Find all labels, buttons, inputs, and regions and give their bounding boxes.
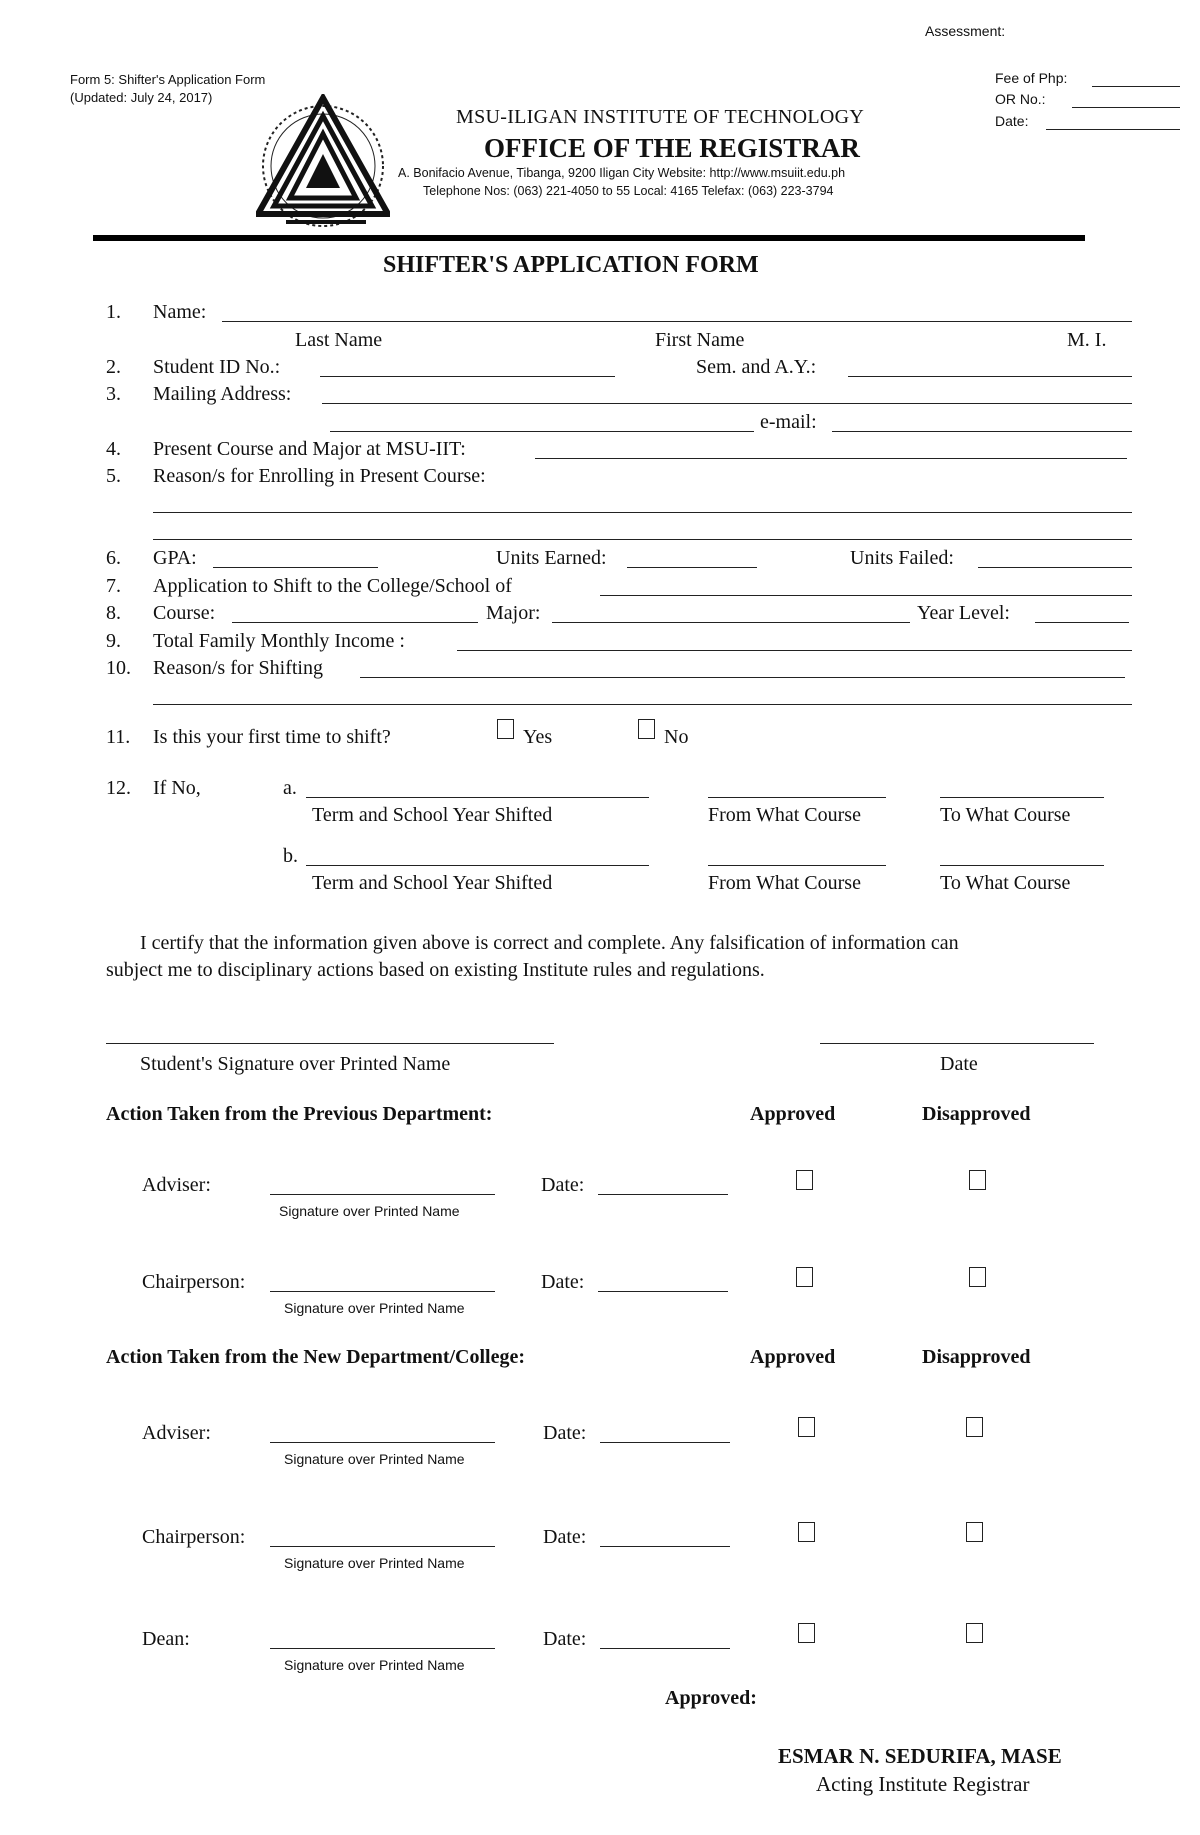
row-b-from-field[interactable]: [708, 865, 886, 866]
new-adviser-approved-checkbox[interactable]: [798, 1417, 815, 1437]
new-chair-date-label: Date:: [543, 1526, 587, 1548]
gpa-label: GPA:: [153, 547, 197, 569]
msu-iit-seal-logo: [256, 94, 390, 234]
prev-disapproved-heading: Disapproved: [922, 1103, 1031, 1125]
prev-adviser-signature-field[interactable]: [270, 1194, 495, 1195]
units-earned-field[interactable]: [627, 567, 757, 568]
sem-ay-field[interactable]: [848, 376, 1132, 377]
dean-label: Dean:: [142, 1628, 190, 1650]
fee-label: [995, 70, 1067, 86]
reason-shift-field-2[interactable]: [153, 704, 1132, 705]
new-chair-sig-caption: Signature over Printed Name: [284, 1555, 465, 1571]
units-earned-label: Units Earned:: [496, 547, 607, 569]
fee-date-field[interactable]: [1046, 129, 1180, 130]
units-failed-label: Units Failed:: [850, 547, 954, 569]
dean-date-label: Date:: [543, 1628, 587, 1650]
income-field[interactable]: [457, 650, 1132, 651]
mailing-address-field-1[interactable]: [322, 403, 1132, 404]
item-number-7: 7.: [106, 575, 121, 597]
new-chair-approved-checkbox[interactable]: [798, 1522, 815, 1542]
final-approved-label: Approved:: [665, 1687, 757, 1709]
dean-disapproved-checkbox[interactable]: [966, 1623, 983, 1643]
prev-approved-heading: Approved: [750, 1103, 836, 1125]
new-chair-disapproved-checkbox[interactable]: [966, 1522, 983, 1542]
item-number-10: 10.: [106, 657, 131, 679]
item-number-4: 4.: [106, 438, 121, 460]
name-label: Name:: [153, 301, 207, 323]
mailing-address-label: Mailing Address:: [153, 383, 292, 405]
dean-date-field[interactable]: [600, 1648, 730, 1649]
new-adviser-label: Adviser:: [142, 1422, 211, 1444]
new-approved-heading: Approved: [750, 1346, 836, 1368]
if-no-label: If No,: [153, 777, 201, 799]
row-a-to-field[interactable]: [940, 797, 1104, 798]
no-checkbox[interactable]: [638, 719, 655, 739]
prev-adviser-approved-checkbox[interactable]: [796, 1170, 813, 1190]
student-id-field[interactable]: [320, 376, 615, 377]
row-b-to-caption: To What Course: [940, 872, 1071, 894]
row-b-to-field[interactable]: [940, 865, 1104, 866]
assessment-label: Assessment:: [925, 23, 1006, 39]
row-b-term-caption: Term and School Year Shifted: [312, 872, 553, 894]
office-phones: Telephone Nos: (063) 221-4050 to 55 Local: 4165 Telefax: (063) 223-3794: [423, 184, 834, 198]
item-number-6: 6.: [106, 547, 121, 569]
income-label: Total Family Monthly Income :: [153, 630, 405, 652]
app-shift-field[interactable]: [600, 595, 1132, 596]
name-field[interactable]: [222, 321, 1132, 322]
course-label: Course:: [153, 602, 216, 624]
student-signature-field[interactable]: [106, 1043, 554, 1044]
fee-field[interactable]: [1092, 86, 1180, 87]
prev-adviser-label: Adviser:: [142, 1174, 211, 1196]
units-failed-field[interactable]: [978, 567, 1132, 568]
dean-approved-checkbox[interactable]: [798, 1623, 815, 1643]
registrar-position: Acting Institute Registrar: [816, 1772, 1030, 1796]
or-field[interactable]: [1072, 107, 1180, 108]
gpa-field[interactable]: [213, 567, 378, 568]
certify-line-1: I certify that the information given above is correct and complete. Any falsification of information can: [140, 932, 959, 954]
reason-shift-label: Reason/s for Shifting: [153, 657, 323, 679]
new-adviser-disapproved-checkbox[interactable]: [966, 1417, 983, 1437]
yes-checkbox[interactable]: [497, 719, 514, 739]
form-title: SHIFTER'S APPLICATION FORM: [383, 252, 759, 278]
reason-present-label: Reason/s for Enrolling in Present Course:: [153, 465, 486, 487]
header-divider: [93, 235, 1085, 241]
new-adviser-sig-caption: Signature over Printed Name: [284, 1451, 465, 1467]
year-level-field[interactable]: [1035, 622, 1129, 623]
new-dept-heading: Action Taken from the New Department/College:: [106, 1346, 526, 1368]
item-number-11: 11.: [106, 726, 131, 748]
prev-chair-approved-checkbox[interactable]: [796, 1267, 813, 1287]
prev-dept-heading: Action Taken from the Previous Department:: [106, 1103, 493, 1125]
email-field[interactable]: [832, 431, 1132, 432]
reason-shift-field-1[interactable]: [360, 677, 1125, 678]
student-date-caption: Date: [940, 1053, 978, 1075]
item-number-9: 9.: [106, 630, 121, 652]
sem-ay-label: Sem. and A.Y.:: [696, 356, 817, 378]
row-a-from-caption: From What Course: [708, 804, 861, 826]
reason-present-field-1[interactable]: [153, 512, 1132, 513]
first-name-caption: First Name: [655, 329, 745, 351]
mi-caption: M. I.: [1067, 329, 1107, 351]
row-b-from-caption: From What Course: [708, 872, 861, 894]
new-adviser-signature-field[interactable]: [270, 1442, 495, 1443]
major-field[interactable]: [552, 622, 910, 623]
new-adviser-date-label: Date:: [543, 1422, 587, 1444]
row-a-term-field[interactable]: [306, 797, 649, 798]
form-updated: (Updated: July 24, 2017): [70, 90, 213, 105]
office-address: A. Bonifacio Avenue, Tibanga, 9200 Iligan City Website: http://www.msuiit.edu.ph: [398, 166, 846, 180]
office-name: OFFICE OF THE REGISTRAR: [484, 133, 860, 163]
row-b-term-field[interactable]: [306, 865, 649, 866]
row-a-term-caption: Term and School Year Shifted: [312, 804, 553, 826]
no-label: No: [664, 726, 689, 748]
or-label: OR No.:: [995, 91, 1046, 107]
course-field[interactable]: [232, 622, 478, 623]
item-number-8: 8.: [106, 602, 121, 624]
prev-adviser-disapproved-checkbox[interactable]: [969, 1170, 986, 1190]
prev-chair-label: Chairperson:: [142, 1271, 246, 1293]
row-a-from-field[interactable]: [708, 797, 886, 798]
prev-adviser-sig-caption: Signature over Printed Name: [279, 1203, 460, 1219]
present-course-label: Present Course and Major at MSU-IIT:: [153, 438, 466, 460]
student-signature-caption: Student's Signature over Printed Name: [140, 1053, 451, 1075]
row-a-label: a.: [283, 777, 297, 799]
item-number-2: 2.: [106, 356, 121, 378]
new-adviser-date-field[interactable]: [600, 1442, 730, 1443]
fee-label-text: Fee of Php:: [995, 70, 1068, 86]
dean-sig-caption: Signature over Printed Name: [284, 1657, 465, 1673]
student-date-field[interactable]: [820, 1043, 1094, 1044]
last-name-caption: Last Name: [295, 329, 383, 351]
present-course-field[interactable]: [535, 458, 1127, 459]
prev-chair-date-field[interactable]: [598, 1291, 728, 1292]
first-time-label: Is this your first time to shift?: [153, 726, 391, 748]
dean-signature-field[interactable]: [270, 1648, 495, 1649]
student-id-label: Student ID No.:: [153, 356, 281, 378]
item-number-12: 12.: [106, 777, 131, 799]
major-label: Major:: [486, 602, 541, 624]
yes-label: Yes: [523, 726, 553, 748]
prev-adviser-date-field[interactable]: [598, 1194, 728, 1195]
new-chair-label: Chairperson:: [142, 1526, 246, 1548]
new-chair-signature-field[interactable]: [270, 1546, 495, 1547]
email-label: e-mail:: [760, 411, 817, 433]
form-code: Form 5: Shifter's Application Form: [70, 72, 266, 87]
item-number-3: 3.: [106, 383, 121, 405]
item-number-1: 1.: [106, 301, 121, 323]
fee-date-label: Date:: [995, 113, 1029, 129]
year-level-label: Year Level:: [917, 602, 1010, 624]
prev-adviser-date-label: Date:: [541, 1174, 585, 1196]
prev-chair-sig-caption: Signature over Printed Name: [284, 1300, 465, 1316]
prev-chair-disapproved-checkbox[interactable]: [969, 1267, 986, 1287]
app-shift-label: Application to Shift to the College/School of: [153, 575, 512, 597]
prev-chair-signature-field[interactable]: [270, 1291, 495, 1292]
registrar-name: ESMAR N. SEDURIFA, MASE: [778, 1744, 1062, 1768]
new-chair-date-field[interactable]: [600, 1546, 730, 1547]
row-b-label: b.: [283, 845, 298, 867]
mailing-address-field-2[interactable]: [330, 431, 754, 432]
prev-chair-date-label: Date:: [541, 1271, 585, 1293]
certify-line-2: subject me to disciplinary actions based on existing Institute rules and regulations.: [106, 959, 765, 981]
row-a-to-caption: To What Course: [940, 804, 1071, 826]
institute-name: MSU-ILIGAN INSTITUTE OF TECHNOLOGY: [456, 106, 865, 128]
new-disapproved-heading: Disapproved: [922, 1346, 1031, 1368]
reason-present-field-2[interactable]: [153, 539, 1132, 540]
item-number-5: 5.: [106, 465, 121, 487]
